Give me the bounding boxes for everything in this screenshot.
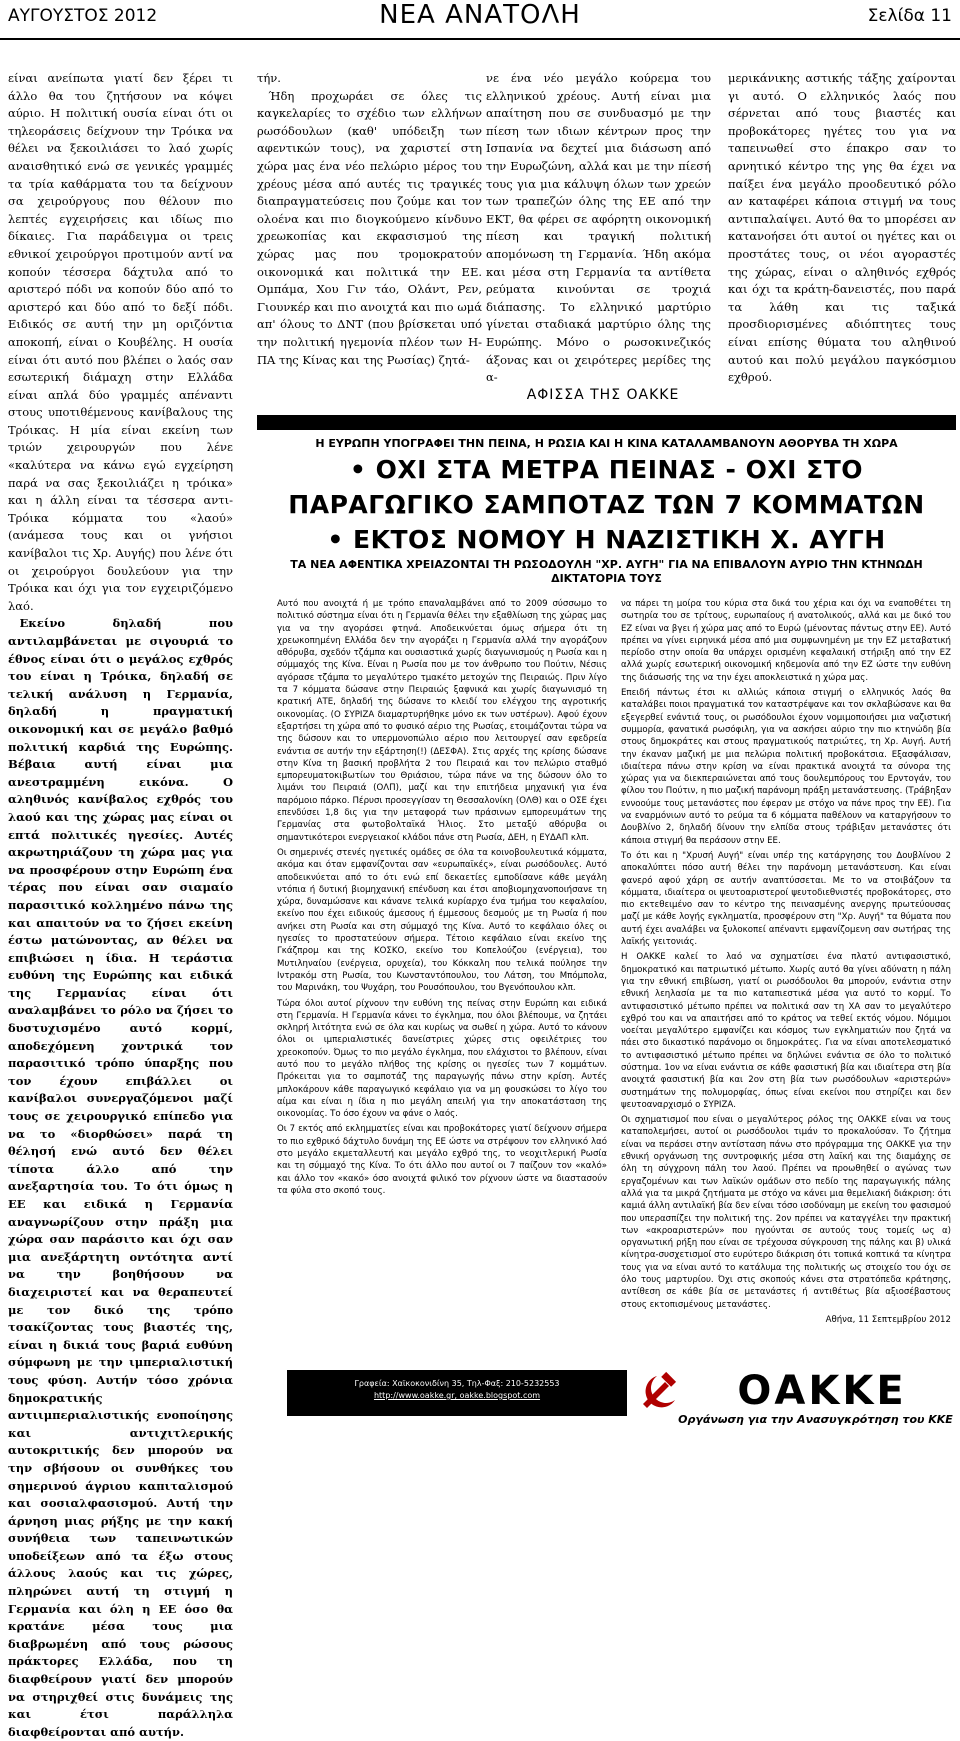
poster-paragraph: Οι 7 εκτός από εκλημματίες είναι και προβοκάτορες γιατί δείχνουν σήμερα το πιο εχθρικό δάχτυλο δυνάμη της ΕΕ ώστε να στρέψουν τον ελληνικό λαό στο μεγάλο εκμεταλλευτή και μεγάλο εχθρό της, το νεοχιτλερική Ρωσία και τη σύμμαχό της Κίνα. Το ότι άλλο που αυτοί οι 7 παίζουν τον «καλό» και άλλο τον «κακό» όσο ανοιχτά φιλικό τον ρίχνουν ώστε να διαστασούν τα φύλα στο σκοπό τους. — [277, 1124, 607, 1196]
poster-paragraph: Επειδή πάντως έτσι κι αλλιώς κάποια στιγμή ο ελληνικός λαός θα καταλάβει ποιοι πραγματικά τον καταστρέψανε και τον σκλαβώσανε και θα εξεγερθεί ενάντιά τους, οι ρωσόδουλοι έχουν νομιμοποιήσει μια ναζιστική συμμορία, φανατικά ρωσόφιλη, για να ασκήσει αύριο την πιο κτηνώδη βία στους δημοκράτες και στους πραγματικούς πατριώτες, τη Χρ. Αυγή. Αυτή την έκαναν μαζική με μια πελώρια πολιτική προβοκάτσια. Εξασφάλισαν, ιδιαίτερα πάνω στην κρίση να είναι πρακτικά ανοιχτά τα σύνορα της χώρας για να διεκπεραιώνεται από τους δουλεμπόρους του Ερντογάν, του φίλου του Πούτιν, η πιο μαζική παράνομη πράξη μετανάστευσης. (Τράβηξαν εννοούμε τους μετανάστες που έφεραν με στόχο να πάνε προς την ΕΕ). Για να εναρμόνιων αυτό το ρεύμα τα 6 κόμματα παθέλουν να καταργήσουν το Δουβλίνο 2, δηλαδή δίνουν την ελπίδα στους τράβιξαν μετανάστες ότι κάποια στιγμή θα περάσουν στην ΕΕ. — [621, 688, 951, 846]
poster-paragraph: Οι σημερινές στενές ηγετικές ομάδες σε όλα τα κοινοβουλευτικά κόμματα, ακόμα και όταν εμφανίζονται σαν «ευρωπαϊκές», είναι ρωσόδουλες. Αυτό αποδεικνύεται από το ότι ενώ επί δεκαετίες εμποδίσανε κάθε μεγάλη ντόπια ή δυτική βιομηχανική επένδυση και έτσι αποβιομηχανοποιήσανε τη χώρα, δυναμώσανε και κάνανε τελικά κυρίαρχο ένα τμήμα του κεφαλαίου, εκείνο που έχει ειδικούς άμεσους ή έμμεσους δεσμούς με τη Ρωσία ή που ανήκει στη Ρωσία και στη σύμμαχό της Κίνα. Αυτό το κεφάλαιο όλες οι ηγεσίες το προστατεύουν σήμερα. Τέτοιο κεφάλαιο είναι εκείνο της Γκάζπρομ και της ΚΟΣΚΟ, εκείνο του Κοπελούζου (ενέργεια), του Μυτιληναίου (ενέργεια, ορυχεία), του Κόκκαλη που τελικά πούλησε την Ιντρακόμ στη Ρωσία, του Κωνσταντόπουλου, του Λάτση, του Μπόμπολα, του Μαρινάκη, του Ψυχάρη, του Ρουσόπουλου, του Βγενόπουλου κλπ. — [277, 847, 607, 994]
article-column-1 — [8, 70, 233, 1739]
poster-paragraph: Η ΟΑΚΚΕ καλεί το λαό να σχηματίσει ένα πλατύ αντιφασιστικό, δημοκρατικό και πατριωτικό μέτωπο. Χωρίς αυτό θα γίνει αδύνατη η πάλη για την εθνική επιβίωση, γιατί οι ρωσόδουλοι θα μπορούν, ενάντια στην εθνική λεηλασία με τα πιο καταπιεστικά μέσα για αυτό το κορμί. Το αντιφασιστικό μέτωπο πρέπει να πολιτικά σαν τη ΧΑ σαν το μεγαλύτερο εχθρό του και να απαιτήσει από το κράτος να τεθεί εκτός νόμου. Νόμιμοι νοείται μεγαλύτερο εμφανίζει και κόσμος των εγκληματιών που ζητά να πάει στο δικαστικό παράνομο οι δημοκράτες. Για να είναι αποτελεσματικό το αντιφασιστικό μέτωπο πρέπει να δηλώνει ενάντια σε όλο το πολιτικό σύστημα. 1ον να είναι ενάντια σε κάθε φασιστική βία και ιδιαίτερα στη βία ανοιχτά φασιστική βία και 2ον στη βία των ρωσόδουλων «αριστερών» συστημάτων της πολυμορφίας, όπως είναι εκείνοι που στηρίζει και δεν ψευτοαναρχισμό ο ΣΥΡΙΖΑ. — [621, 952, 951, 1110]
poster-paragraph: Το ότι και η "Χρυσή Αυγή" είναι υπέρ της κατάργησης του Δουβλίνου 2 αποκαλύπτει πόσο αυτή θέλει την παράνομη μετανάστευση. Και είναι φανερό αφού χάρη σε αυτήν αναπτύσσεται. Με το να στοιβάζουν τα κόμματα, ιδιαίτερα οι ψευτοαριστεροί ψευτοδιεθνιστές προβοκάτορες, στο πιο εκτεθειμένο σαν το κέντρο της πεινασμένης ανεργης πρωτεύουσας μαζί με κάθε λογής εγκληματία, προσφέρουν στη "Χρ. Αυγή" τα θύματα που αυτή έχει αναλάβει να ξυλοκοπεί απέναντι εμφανίζομενη σαν σωτήρας της λαϊκής γειτονιάς. — [621, 850, 951, 948]
article-column-3 — [486, 70, 711, 385]
poster-signature: Αθήνα, 11 Σεπτεμβρίου 2012 — [825, 1314, 951, 1325]
header-rule — [0, 38, 960, 40]
poster-paragraph: Οι σχηματισμοί που είναι ο μεγαλύτερος ρόλος της ΟΑΚΚΕ είναι να τους καταπολεμήσει, αυτοί οι ρωσόδουλοι τιμάν το προκαλούσαν. Το ζήτημα είναι να περάσει στην αντίσταση πάνω στο πρόγραμμα της ΟΑΚΚΕ για την εθνική οργάνωση της συντροφικής μέσα στη λαϊκή και της διαμάχης σε όλη τη σύγχρονη πάλη του λαού. Πρέπει να προωθηθεί ο αγώνας των εργαζομένων και των λαϊκών ομάδων στο πεδίο της παραγωγικής πάλης αλλά για τα μικρά ζητήματα με στόχο να κάνει μια θεμελιακή διάκριση: ότι καμιά άλλη αντιλαϊκή βία δεν είναι τόσο ισοδύναμη με εκείνη του φασισμού που υπερασπίζει την πολιτική της. 2ον πρέπει να καταγγέλει την πρακτική των «ακροαριστερών» που ηγούνται σε αυτούς τους τομείς ως α) οργανωτική ρήξη που είναι σε τρέχουσα σύγκρουση της πάλης και β) υλικά κίνητρα-συσχετισμοί στο ευρύτερο διάκριση ότι τοπικά κοπτικά τα κίνητρα τους για να είναι αυτό το κατάλυμα της πολιτικής ως στοιχείο του όχι σε όλο τους μαρτυρίου. Όχι στις σκοπούς κάνει στα στρατόπεδα κράτησης, αντίθεση σε κάθε βία σε μετανάστες ή αντιθέτως βία αξιοσέβαστους στους εκτοπισμένους μετανάστες. — [621, 1115, 951, 1310]
poster-column-right — [621, 598, 951, 1373]
poster-paragraph: Αυτό που ανοιχτά ή με τρόπο επαναλαμβάνει από το 2009 σύσσωμο το πολιτικό σύστημα είναι ότι η Γερμανία θέλει την εξαθλίωση της χώρας μας για να την αγοράσει φτηνά. Αποδεικνύεται όμως σήμερα ότι τη χρεωκοπημένη Ελλάδα δεν την αγοράζει η Γερμανία αλλά την αγοράζουν αθόρυβα, σχεδόν τζάμπα και ουσιαστικά χωρίς διαγωνισμούς η Ρωσία και η σύμμαχός της Κίνα. Είναι η Ρωσία που με τον άνθρωπο του Πούτιν, Νέσιις αγόρασε τζάμπα το μεγαλύτερο τμακέτο μετοχών της Πειραιώς. Πριν λίγο τα 7 κόμματα δώσανε στην Πειραιώς ξαφνικά και χωρίς διαγωνισμό τη κρατική ΑΤΕ, δηλαδή της δώσανε το κλειδί του ελέγχου της αγροτικής οικονομίας. (Ο ΣΥΡΙΖΑ διαμαρτυρήθηκε μόνο εκ των υστέρων). Αφού έχουν εξαρτήσει τη χώρα από το φυσικό αέριο της Ρωσίας, ετοιμάζονται τώρα να της δώσουν και το υπερμονοπώλιο αέριο που λειτουργεί σαν εφεδρεία ενάντια σε αυτήν την εξάρτηση(!) (ΔΕΣΦΑ). Στις αρχές της κρίσης δώσανε στην Κίνα τη βασική προβλήτα 2 του Πειραιά και τον πελώριο σταθμό εμπορευματοκιβωτίων του Θριάσιου, τώρα πάνε να της δώσουν όλο το λιμάνι του Πειραιά (ΟΛΠ), μαζί και την επιτήδεια μηχανική για ένα παρόμοιο πάρκο. Πέρυσι προσεγγίσαν τη Θεσσαλονίκη (ΟΛΘ) και ο ΟΣΕ έχει επενδύσει 1,8 δις για την μεταφορά των πράσινων εμπορευμάτων της Γερμανίας στα φωτοβολταϊκά Ήλιος. Στο μεταξύ αθόρυβα οι σημαντικότεροι ενεργειακοί κλάδοι πάνε στη Ρωσία, ΔΕΗ, η ΕΥΔΑΠ κλπ. — [277, 599, 607, 843]
poster-top-banner — [257, 415, 956, 430]
logo-wordmark: ΟΑΚΚΕ — [737, 1368, 907, 1414]
poster-slogan-3: • ΕΚΤΟΣ ΝΟΜΟΥ Η ΝΑΖΙΣΤΙΚΗ Χ. ΑΥΓΗ — [327, 525, 886, 554]
page-header — [0, 0, 960, 40]
poster-paragraph: Τώρα όλοι αυτοί ρίχνουν την ευθύνη της πείνας στην Ευρώπη και ειδικά στη Γερμανία. Η Γερμανία κάνει το έγκλημα, που όλοι βλέπουμε, να ζητάει σκληρή λιτότητα ενώ σε όλα και κυρίως να σωθεί η χώρα. Αυτό το κάνουν όλοι οι ιμπεριαλιστικές δανείστριες χώρες στις οφειλέτριες του χρεοκοπούν. Όμως το πιο μεγάλο έγκλημα, που ελάχιστοι το βλέπουν, είναι αυτό που το μεγάλο πλήθος της κρίσης οι ηγεσίες των 7 κομμάτων. Πρόκειται για το σαμποτάζ της παραγωγής πάνω στην κρίση. Αυτές μπλοκάρουν κάθε παραγωγικό κεφάλαιο για να μη φουσκώσει το λίγο του αίμα και είναι η ίδια η πιο μεγάλη απειλή για την αποκατάσταση της οικονομίας. Το όσο έχουν να φάνε ο λαός. — [277, 998, 607, 1120]
poster-subheading: ΤΑ ΝΕΑ ΑΦΕΝΤΙΚΑ ΧΡΕΙΑΖΟΝΤΑΙ ΤΗ ΡΩΣΟΔΟΥΛΗ "ΧΡ. ΑΥΓΗ" ΓΙΑ ΝΑ ΕΠΙΒΑΛΟΥΝ ΑΥΡΙΟ ΤΗΝ ΚΤΗΝΩΔΗ ΔΙΚΤΑΤΟΡΙΑ ΤΟΥΣ — [290, 558, 923, 585]
hammer-sickle-icon — [635, 1370, 685, 1415]
paragraph: είναι ανείπωτα γιατί δεν ξέρει τι άλλο θα του ζητήσουν να κόψει αύριο. Η πολιτική ουσία είναι ότι οι τηλεοράσεις δείχνουν την Τρόικα να θέλει να ξεκοιλιάσει το λαό χωρίς αναισθητικό ενώ σε γενικές γραμμές τα τρία καθάρματα του τα δείχνουν σα χειρούργους που θέλουν πιο λεπτές εγχειρήσεις και ιδίως πιο δίκαιες. Για παράδειγμα οι τρεις εθνικοί χειρούργοι προτιμούν αντί να κοπούν τέσσερα δάχτυλα από το αριστερό πόδι να κοπούν δύο από το αριστερό και δύο από το δεξί πόδι. Ειδικός σε αυτή την μη οριζόντια αποκοπή, είναι ο Κουβέλης. Η ουσία είναι ότι αυτό που βλέπει ο λαός σαν εσωτερική διάμαχη στην Ελλάδα είναι απλά δύο γραμμές απέναντι στους υποτιθέμενους κανίβαλους της Τρόικας. Η μία είναι εκείνη των τριών χειρουργών που λένε «καλύτερα να κάνω εγώ εγχείρηση παρά να σας ξεκοιλιάζει η τρόικα» και η άλλη είναι τα τέσσερα αντι-Τρόικα κόμματα του «λαού» (ανάμεσα τους και οι γνήσιοι κανίβαλοι τις Χρ. Αυγής) που λένε ότι οι χειρούργοι δουλεύουν για την Τρόικα και όχι για τον εγχειριζόμενο λαό. — [8, 71, 233, 613]
issue-date: ΑΥΓΟΥΣΤΟΣ 2012 — [8, 6, 158, 26]
poster — [257, 415, 956, 1431]
article-column-2 — [257, 70, 482, 390]
logo-block — [635, 1368, 956, 1431]
article-column-4 — [728, 70, 956, 385]
contact-web[interactable]: http://www.oakke.gr, oakke.blogspot.com — [373, 1391, 541, 1400]
contact-address: Γραφεία: Χαϊκοκονιδίνη 35, Τηλ-Φαξ: 210-5232553 — [354, 1379, 560, 1388]
poster-caption: ΑΦΙΣΣΑ ΤΗΣ ΟΑΚΚΕ — [526, 387, 680, 403]
paragraph: νε ένα νέο μεγάλο κούρεμα του ελληνικού χρέους. Αυτή είναι μια απαίτηση που σε συνδυασμό με την πίεση των ιδιων κέντρων προς την Ισπανία να δεχτεί μια διάσωση από την Ευρωζώνη, αλλά και με την πίεσή τους για μια κάλυψη όλων των χρεών των τραπεζών όλης της ΕΕ από την ΕΚΤ, θα φέρει σε αφόρητη οικονομική πίεση και τραγική πολιτική απομόνωση τη Γερμανία. Ήδη ακόμα και μέσα στη Γερμανία τα αντίθετα ρεύματα κινούνται σε τροχιά διάπασης. Το ελληνικό μαρτύριο γίνεται σταδιακά μαρτύριο όλης της Ευρώπης. Μόνο ο ρωσοκινεζικός άξονας και οι χειρότερες μερίδες της α- — [486, 71, 711, 385]
paragraph: Ήδη προχωράει σε όλες τις καγκελαρίες το σχέδιο των ελλήνων ρωσόδουλων (καθ' υπόδειξη των αφεντικών τους), να χαριστεί στη χώρα μας ένα νέο πελώριο μέρος του χρέους μέσα από αυτές τις τραγικές διαπραγματεύσεις που ζούμε και τον ολοένα και πιο διογκούμενο κίνδυνο χρεωκοπίας και εκφασισμού της χώρας μας που τρομοκρατούν οικονομικά και πολιτικά την ΕΕ. Ομπάμα, Χου Γιν τάο, Ολάντ, Ρεν, Γιουνκέρ και πιο ανοιχτά και πιο ωμά απ' όλους το ΔΝΤ (που βρίσκεται υπό την πολιτική ηγεμονία πλέον των Η-ΠΑ της Κίνας και της Ρωσίας) ζητά- — [257, 88, 482, 367]
paragraph: μερικάνικης αστικής τάξης χαίρονται γι αυτό. Ο ελληνικός λαός που σέρνεται από τους βιαστές και προβοκάτορες ηγέτες του για να ταπεινωθεί στο έπακρο σαν το αρνητικό κέντρο της γης θα έχει να παίξει ένα μεγάλο προοδευτικό ρόλο αν καταφέρει κάποια στιγμή να τους αντιπαλαίψει. Αυτό θα το μπορέσει αν κατανοήσει ότι αυτοί οι ηγέτες και οι προστάτες τους, οι νέοι αγοραστές της χώρας, είναι ο αληθινός εχθρός και όχι τα κράτη-δανειστές, που παρά τα λάθη και τις ταξικά προσδιορισμένες αδιόπτητες τους είναι επίσης θύματα του αληθινού αυτού και πολύ μεγάλου παγκόσμιου εχθρού. — [728, 71, 956, 385]
logo-tagline: Οργάνωση για την Ανασυγκρότηση του ΚΚΕ — [678, 1413, 953, 1426]
poster-kicker: Η ΕΥΡΩΠΗ ΥΠΟΓΡΑΦΕΙ ΤΗΝ ΠΕΙΝΑ, Η ΡΩΣΙΑ ΚΑΙ Η ΚΙΝΑ ΚΑΤΑΛΑΜΒΑΝΟΥΝ ΑΘΟΡΥΒΑ ΤΗ ΧΩΡΑ — [315, 437, 898, 450]
contact-box — [287, 1370, 627, 1416]
paragraph — [8, 615, 233, 1741]
poster-paragraph: να πάρει τη μοίρα του κύρια στα δικά του χέρια και όχι να εναποθέτει τη σωτηρία του σε τρίτους, ευρωπαίους ή ανατολικούς, αλλά και με δικό του ΕΖ είναι να βγει ή χώρα μας από το Ευρώ (μένοντας πάντως στην ΕΕ). Αυτό πρέπει να γίνει ειρηνικά μέσα από μια συμφωνημένη με την ΕΖ μεταβατική περίοδο στην οποία θα υπάρχει ορισμένη κεφαλαική στήριξη από την ΕΖ αλλά χωρίς εσωτερική οικονομική κηδεμονία από την ΕΖ ώστε την ευθύνη της διάσωσής της να την έχει αποκλειστικά η χώρα μας. — [621, 599, 951, 683]
paragraph: τήν. — [257, 71, 281, 85]
bold-paragraph: Εκείνο δηλαδή που αντιλαμβάνεται με σιγουριά το έθνος είναι ότι ο μεγάλος εχθρός του είναι η Τρόικα, δηλαδή σε τελική ανάλυση η Γερμανία, δηλαδή η πραγματική οικονομική και σε μεγάλο βαθμό πολιτική καρδιά της Ευρώπης. Βέβαια αυτή είναι μια ανεστραμμένη εικόνα. Ο αληθινός κανίβαλος εχθρός του λαού και της χώρας μας είναι οι επτά πολιτικές ηγεσίες. Αυτές ακρωτηριάζουν τη χώρα μας για να προσφέρουν στην Ευρώπη ένα τέρας που είναι σαν σιαμαίο παρασιτικό κολλημένο πάνω της και απαιτούν να το ζήσει εκείνη έστω ματώνοντας, αν θέλει να επιβιώσει η ίδια. Η τεράστια ευθύνη της Ευρώπης και ειδικά της Γερμανίας είναι ότι αναλαμβάνει το ρόλο να ζήσει το δυστυχισμένο αυτό κορμί, αποδεχόμενη χοντρικά τον παρασιτικό τρόπο ύπαρξης που τον έχουν επιβάλλει οι κανίβαλοι συνεργαζόμενοι μαζί τους σε χειρουργικό επίπεδο για να το «διορθώσει» παρά τη θέλησή ενώ αυτό δεν θέλει τίποτα άλλο από την ανεξαρτησία του. Το ότι όμως η ΕΕ και ειδικά η Γερμανία αναγνωρίζουν στην πράξη μια χώρα σαν παράσιτο και όχι σαν μια ανεξάρτητη οντότητα αντί να την βοηθήσουν να διαχειριστεί και να θεραπευτεί με τον δικό της τρόπο τσακίζοντας τους βιαστές της, είναι η δικιά τους βαριά ευθύνη σύμφωνη με την ιμπεριαλιστική τους φύση. Αυτήν τόσο χρόνια δημοκρατικής αντιιμπεριαλιστικής ενοποίησης και αντιχιτλερικής αυτοκριτικής δεν μπορούν να την σβήσουν οι συνθήκες του σημερινού άγριου καπιταλισμού και σοσιαλφασισμού. Αυτή την άρνηση μιας ρήξης με την κακή συνήθεια των ταπεινωτικών υποδείξεων από τα έξω στους άλλους λαούς και τις χώρες, πληρώνει αυτή τη στιγμή η Γερμανία και όλη η ΕΕ όσο θα κρατάνε μέσα τους μια διαβρωμένη από τους ρώσους πράκτορες Ελλάδα, που τη διαφθείρουν γιατί δεν μπορούν να στηριχθεί στις δυνάμεις της και έτσι παράλληλα διαφθείρονται από αυτήν. — [8, 616, 233, 1739]
poster-slogan-1: • ΟΧΙ ΣΤΑ ΜΕΤΡΑ ΠΕΙΝΑΣ - ΟΧΙ ΣΤΟ — [349, 455, 864, 484]
poster-column-left — [277, 598, 607, 1368]
poster-slogan-2: ΠΑΡΑΓΩΓΙΚΟ ΣΑΜΠΟΤΑΖ ΤΩΝ 7 ΚΟΜΜΑΤΩΝ — [288, 490, 925, 519]
newspaper-title: ΝΕΑ ΑΝΑΤΟΛΗ — [379, 0, 581, 30]
page-number: Σελίδα 11 — [867, 6, 952, 26]
